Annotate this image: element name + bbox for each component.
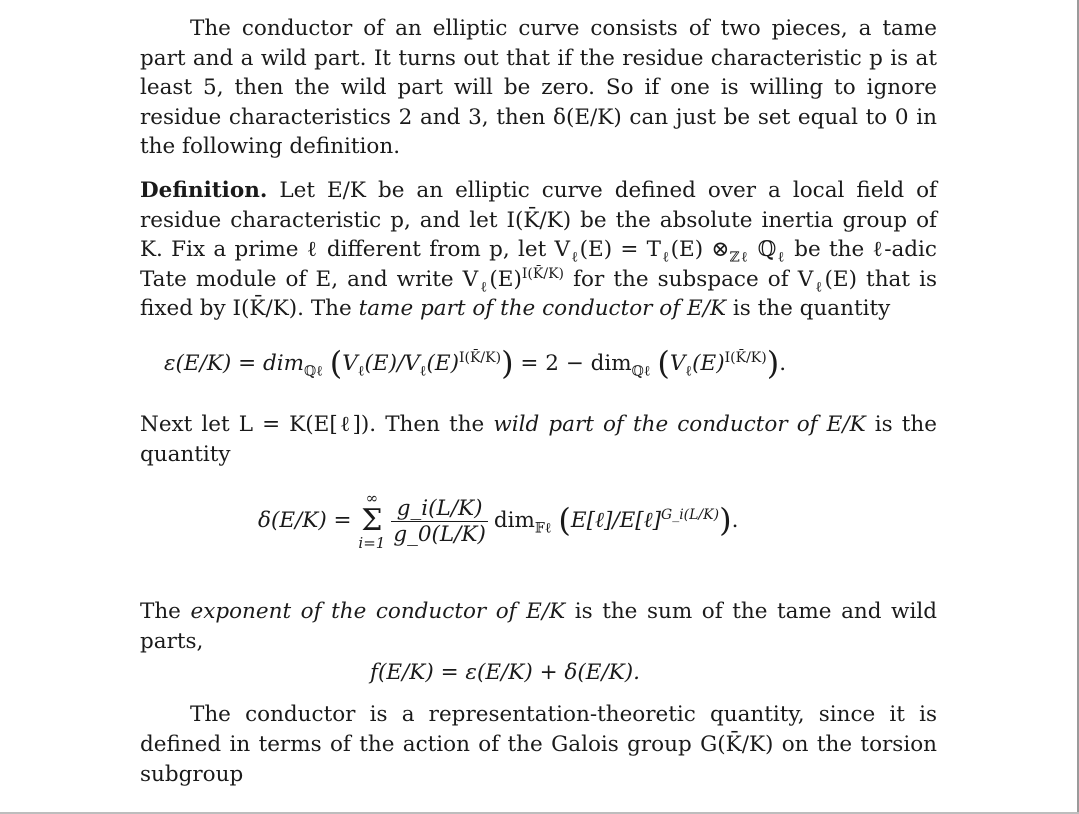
fraction: $\frac{g\_i(L/K)}{g\_0(L/K)}$ bbox=[393, 495, 486, 547]
paragraph-closing: The conductor is a representation-theoretic quantity, since it is defined in terms of the action of the Galois group G(K̄/K) on the torsion subgroup bbox=[140, 702, 937, 787]
paragraph-intro: The conductor of an elliptic curve consists of two pieces, a tame part and a wild part. It turns out that if the residue characteristic p is at least 5, then the wild part will be zero. So if one is willing to ignore residue characteristics 2 and 3, then δ(E/K) can just be set equal to 0 in the following definition. bbox=[140, 16, 937, 160]
summation-sign: ∞ Σ i=1 bbox=[358, 489, 386, 553]
document-page bbox=[140, 14, 937, 789]
exponent-term: exponent of the conductor of E/K bbox=[190, 599, 566, 625]
equation-wild-conductor: δ(E/K) = ∞ Σ i=1 $\frac{g\_i(L/K)}{g\_0(L/K)}$ dim$_{𝔽\ell}$ (E[ℓ]/E[ℓ]$^{G\_i(L/K)}$). bbox=[258, 489, 739, 553]
equation-tame-conductor: ε(E/K) = dim$_{ℚ\ell}$ $(V_\ell(E)/V_\ell(E)^{I(K̄/K)}) = 2 - dim_{ℚ\ell}$ $(V_\ell(E)^{I(K̄/K)})$. bbox=[164, 343, 787, 382]
definition-label: Definition. bbox=[140, 177, 268, 203]
equation-exponent: f(E/K) = ε(E/K) + δ(E/K). bbox=[370, 660, 640, 686]
wild-part-term: wild part of the conductor of E/K bbox=[493, 411, 866, 437]
paragraph-next: Next let L = K(E[ℓ]). Then the wild part of the conductor of E/K is the quantity bbox=[140, 411, 937, 467]
definition-paragraph: Definition. Let E/K be an elliptic curve defined over a local field of residue characteristic p, and let I(K̄/K) be the absolute inertia group of K. Fix a prime ℓ different from p, let $V_\ell(E) = T_\ell(E)$ $\otimes_{ℤ\ell}$ ℚ$_\ell$ be the ℓ-adic Tate module of E, and write $V_\ell(E)^{I(K̄/K)}$ for the subspace of $V_\ell(E)$ that is fixed by I(K̄/K). The tame part of the conductor of E/K is the quantity bbox=[140, 177, 937, 322]
paragraph-exponent: The exponent of the conductor of E/K is the sum of the tame and wild parts, bbox=[140, 599, 937, 654]
tame-part-term: tame part of the conductor of E/K bbox=[358, 296, 727, 322]
